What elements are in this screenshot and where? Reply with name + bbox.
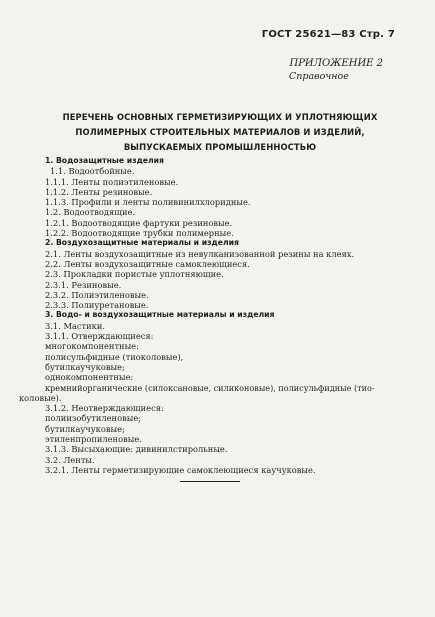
list-item: 1.1.3. Профили и ленты поливинилхлоридные. xyxy=(45,197,251,208)
list-item: 1.2.1. Водоотводящие фартуки резиновые. xyxy=(45,217,233,228)
list-item: 3.1.3. Высыхающие: дивинилстирольные. xyxy=(45,444,228,455)
list-item: 1.1. Водоотбойные. xyxy=(50,166,135,177)
list-item: 2. Воздухозащитные материалы и изделия xyxy=(45,238,239,248)
list-item: однокомпонентные: xyxy=(45,372,134,383)
title-line: ПЕРЕЧЕНЬ ОСНОВНЫХ ГЕРМЕТИЗИРУЮЩИХ И УПЛОТНЯЮЩИХ xyxy=(62,112,378,122)
page-header: ГОСТ 25621—83 Стр. 7 xyxy=(261,29,395,40)
appendix-label: ПРИЛОЖЕНИЕ 2 xyxy=(289,58,383,69)
list-item: 3. Водо- и воздухозащитные материалы и изделия xyxy=(45,310,275,320)
list-item: 2.3.2. Полиэтиленовые. xyxy=(45,289,149,300)
end-rule xyxy=(180,481,240,482)
list-item: 1.1.1. Ленты полиэтиленовые. xyxy=(45,176,179,187)
list-item: 1.2. Водоотводящие. xyxy=(45,207,136,218)
list-item: полиизобутиленовые; xyxy=(45,413,142,424)
list-item: 3.1.1. Отверждающиеся: xyxy=(45,331,154,342)
list-item: коловые). xyxy=(19,392,62,403)
list-item: 1. Водозащитные изделия xyxy=(45,156,164,165)
list-item: бутилкаучуковые; xyxy=(45,423,125,434)
document-title xyxy=(50,110,390,155)
list-item: 1.1.2. Ленты резиновые. xyxy=(45,186,153,197)
title-line: ПОЛИМЕРНЫХ СТРОИТЕЛЬНЫХ МАТЕРИАЛОВ И ИЗДЕЛИЙ, xyxy=(75,127,365,137)
appendix-type: Справочное xyxy=(289,71,349,82)
list-item: 1.2.2. Водоотводящие трубки полимерные. xyxy=(45,228,234,239)
title-line: ВЫПУСКАЕМЫХ ПРОМЫШЛЕННОСТЬЮ xyxy=(123,142,317,152)
list-item: 2.3.1. Резиновые. xyxy=(45,279,122,290)
list-item: 3.1. Мастики. xyxy=(45,320,106,331)
list-item: 2.1. Ленты воздухозащитные из невулканизованной резины на клеях. xyxy=(45,248,355,259)
list-item: 3.1.2. Неотверждающиеся: xyxy=(45,403,164,414)
list-item: 2.3. Прокладки пористые уплотняющие. xyxy=(45,269,224,280)
list-item: 2.3.3. Полиуретановые. xyxy=(45,300,149,311)
list-item: 3.2.1. Ленты герметизирующие самоклеющиеся каучуковые. xyxy=(45,464,316,475)
list-item: полисульфидные (тиоколовые), xyxy=(45,351,184,362)
list-item: этиленпропиленовые. xyxy=(45,434,142,445)
list-item: многокомпонентные: xyxy=(45,341,139,352)
list-item: 2.2. Ленты воздухозащитные самоклеющиеся. xyxy=(45,258,250,269)
list-item: 3.2. Ленты. xyxy=(45,454,95,465)
list-item: кремнийорганические (силоксановые, силиконовые), полисульфидные (тио- xyxy=(45,382,375,393)
list-item: бутилкаучуковые; xyxy=(45,361,125,372)
materials-list xyxy=(19,156,397,475)
